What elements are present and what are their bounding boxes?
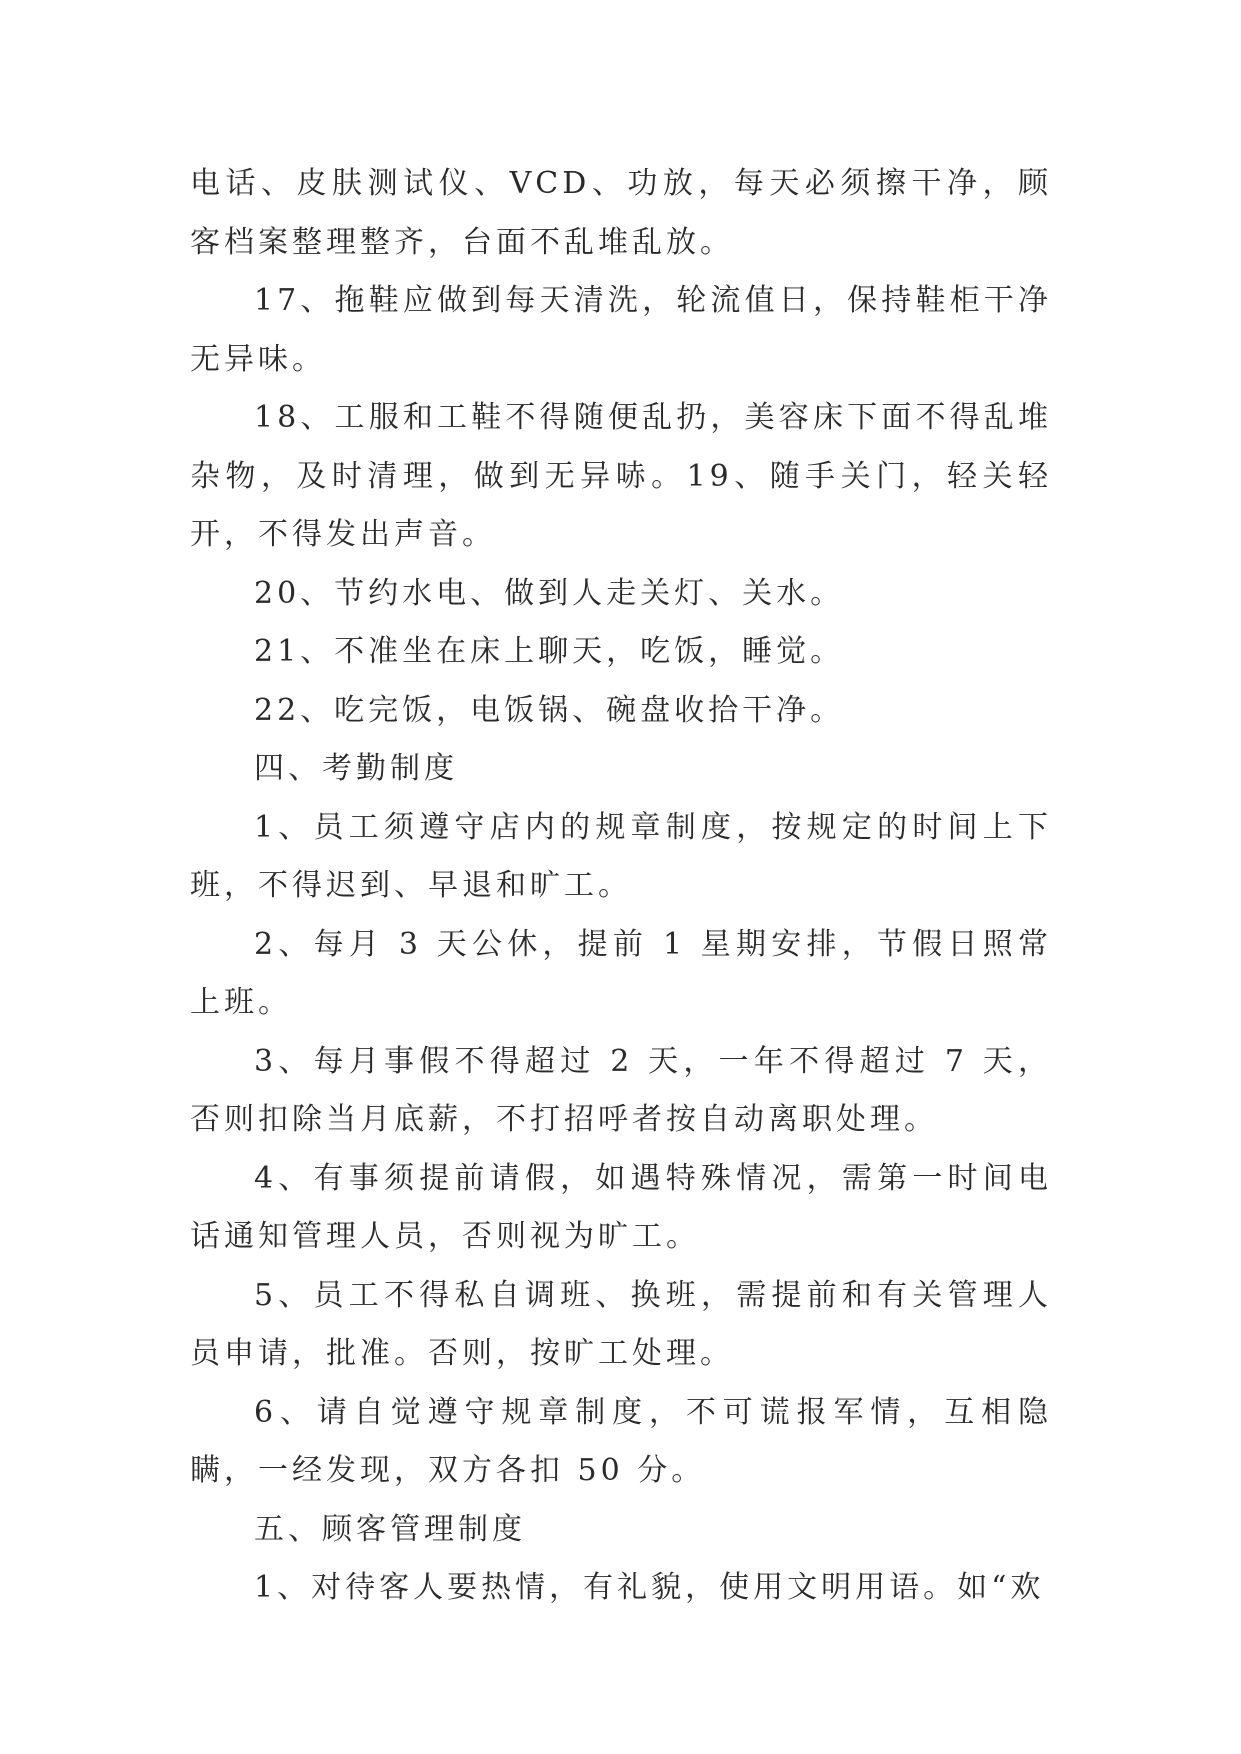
document-body bbox=[190, 155, 1052, 1618]
paragraph: 20、节约水电、做到人走关灯、关水。 bbox=[254, 575, 845, 611]
paragraph: 6、请自觉遵守规章制度，不可谎报军情，互相隐瞒，一经发现，双方各扣 50 分。 bbox=[190, 1394, 1052, 1488]
paragraph: 22、吃完饭，电饭锅、碗盘收拾干净。 bbox=[254, 692, 845, 728]
paragraph: 1、员工须遵守店内的规章制度，按规定的时间上下班，不得迟到、早退和旷工。 bbox=[190, 809, 1052, 903]
paragraph: 5、员工不得私自调班、换班，需提前和有关管理人员申请，批准。否则，按旷工处理。 bbox=[190, 1277, 1052, 1371]
paragraph: 18、工服和工鞋不得随便乱扔，美容床下面不得乱堆杂物，及时清理，做到无异哧。19、随手关门，轻关轻开，不得发出声音。 bbox=[190, 400, 1052, 552]
paragraph: 2、每月 3 天公休，提前 1 星期安排，节假日照常上班。 bbox=[190, 926, 1052, 1020]
paragraph: 4、有事须提前请假，如遇特殊情况，需第一时间电话通知管理人员，否则视为旷工。 bbox=[190, 1160, 1052, 1254]
paragraph: 3、每月事假不得超过 2 天，一年不得超过 7 天，否则扣除当月底薪，不打招呼者按自动离职处理。 bbox=[190, 1043, 1052, 1137]
paragraph: 1、对待客人要热情，有礼貌，使用文明用语。如“欢 bbox=[254, 1570, 1045, 1605]
section-heading: 五、顾客管理制度 bbox=[254, 1511, 526, 1547]
paragraph: 21、不准坐在床上聊天，吃饭，睡觉。 bbox=[254, 634, 845, 669]
paragraph: 17、拖鞋应做到每天清洗，轮流值日，保持鞋柜干净无异味。 bbox=[190, 283, 1052, 377]
section-heading: 四、考勤制度 bbox=[254, 751, 458, 786]
paragraph: 电话、皮肤测试仪、VCD、功放，每天必须擦干净，顾客档案整理整齐，台面不乱堆乱放。 bbox=[190, 166, 1052, 260]
